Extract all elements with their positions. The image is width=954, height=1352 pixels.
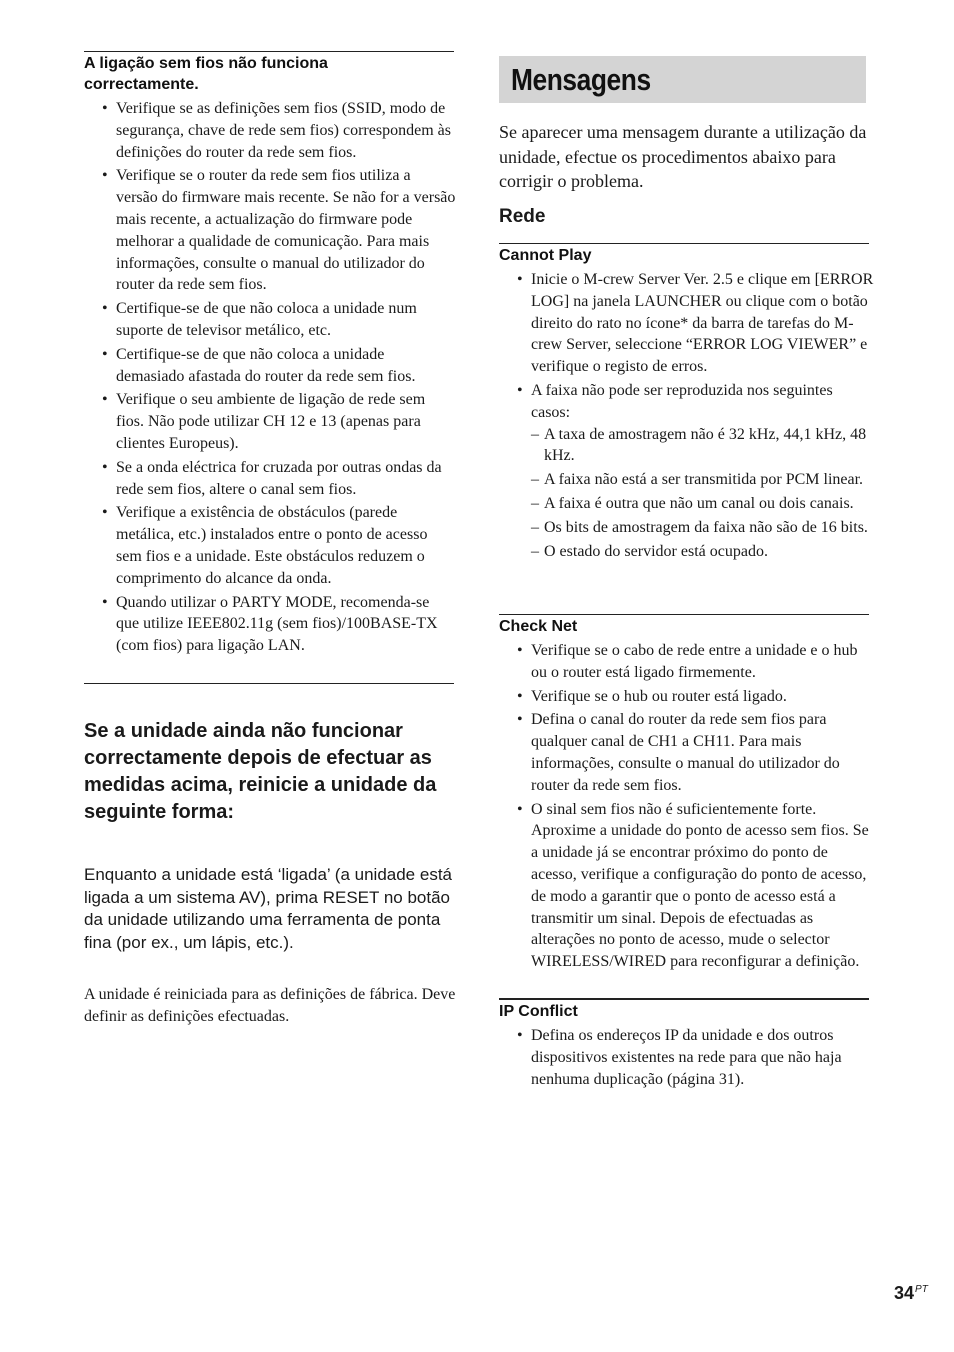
list-item xyxy=(499,380,875,562)
section-title: Mensagens xyxy=(511,62,651,97)
list-item: • Quando utilizar o PARTY MODE, recomenda-se que utilize IEEE802.11g (sem fios)/100BASE-TX (com fios) para ligação LAN. xyxy=(84,592,456,657)
subsection-title: Rede xyxy=(499,206,546,227)
list-item: • O sinal sem fios não é suficientemente forte. Aproxime a unidade do ponto de acesso sem fios. Se a unidade já se encontrar próximo do ponto de acesso, verifique a configuração do ponto de acesso, de modo a garantir que o ponto de acesso está a transmitir um sinal. Depois de efectuadas as alterações no ponto de acesso, mude o selector WIRELESS/WIRED para reconfigurar a definição. xyxy=(499,799,871,973)
cases-list xyxy=(531,424,875,563)
cannot-play-list xyxy=(499,269,875,564)
top-rule xyxy=(84,51,454,52)
wireless-list xyxy=(84,98,456,659)
sub-list-item: – Os bits de amostragem da faixa não são de 16 bits. xyxy=(531,517,875,539)
ip-conflict-heading: IP Conflict xyxy=(499,1003,578,1020)
list-item: • Verifique se o router da rede sem fios utiliza a versão do firmware mais recente. Se não for a versão mais recente, a actualização do firmware pode melhorar a qualidade de comunicação. Para mais informações, consulte o manual do utilizador do router da rede sem fios. xyxy=(84,165,456,296)
list-item: • Verifique se o hub ou router está ligado. xyxy=(499,686,871,708)
check-net-rule xyxy=(499,614,869,615)
page-number xyxy=(894,1283,928,1304)
sub-list-item: – A taxa de amostragem não é 32 kHz, 44,1 kHz, 48 kHz. xyxy=(531,424,875,468)
list-item: • Verifique a existência de obstáculos (parede metálica, etc.) instalados entre o ponto de acesso sem fios e a unidade. Este obstáculos reduzem o comprimento do alcance da onda. xyxy=(84,502,456,589)
ip-conflict-list xyxy=(499,1025,871,1092)
reset-heading: Se a unidade ainda não funcionar correctamente depois de efectuar as medidas acima, reinicie a unidade da seguinte forma: xyxy=(84,720,437,823)
section-divider xyxy=(84,683,454,684)
ip-conflict-rule xyxy=(499,998,869,1000)
reset-result: A unidade é reiniciada para as definições de fábrica. Deve definir as definições efectuadas. xyxy=(84,986,456,1025)
check-net-heading: Check Net xyxy=(499,618,578,635)
list-item: • Verifique se o cabo de rede entre a unidade e o hub ou o router está ligado firmemente. xyxy=(499,640,871,684)
sub-list-item: – A faixa não está a ser transmitida por PCM linear. xyxy=(531,469,875,491)
page-number-value: 34 xyxy=(894,1283,915,1303)
cannot-play-rule xyxy=(499,243,869,244)
sub-list-item: – O estado do servidor está ocupado. xyxy=(531,541,875,563)
list-item: • Se a onda eléctrica for cruzada por outras ondas da rede sem fios, altere o canal sem fios. xyxy=(84,457,456,501)
cannot-play-heading: Cannot Play xyxy=(499,247,592,264)
list-item: • Defina os endereços IP da unidade e dos outros dispositivos existentes na rede para que não haja nenhuma duplicação (página 31). xyxy=(499,1025,871,1090)
reset-instruction: Enquanto a unidade está ‘ligada’ (a unidade está ligada a um sistema AV), prima RESET no botão da unidade utilizando uma ferramenta de ponta fina (por ex., um lápis, etc.). xyxy=(84,865,452,952)
section-title-banner xyxy=(499,56,866,103)
sub-list-item: – A faixa é outra que não um canal ou dois canais. xyxy=(531,493,875,515)
list-item: • Verifique o seu ambiente de ligação de rede sem fios. Não pode utilizar CH 12 e 13 (apenas para clientes Europeus). xyxy=(84,389,456,454)
list-item: • Certifique-se de que não coloca a unidade num suporte de televisor metálico, etc. xyxy=(84,298,456,342)
list-item: • Inicie o M-crew Server Ver. 2.5 e clique em [ERROR LOG] na janela LAUNCHER ou clique com o botão direito do rato no ícone* da barra de tarefas do M-crew Server, seleccione “ERROR LOG VIEWER” e verifique o registo de erros. xyxy=(499,269,875,378)
list-item-text: A faixa não pode ser reproduzida nos seguintes casos: xyxy=(531,381,833,421)
list-item: • Certifique-se de que não coloca a unidade demasiado afastada do router da rede sem fios. xyxy=(84,344,456,388)
check-net-list xyxy=(499,640,871,975)
page-language-suffix: PT xyxy=(915,1284,928,1295)
list-item: • Verifique se as definições sem fios (SSID, modo de segurança, chave de rede sem fios) correspondem às definições do router da rede sem fios. xyxy=(84,98,456,163)
list-item: • Defina o canal do router da rede sem fios para qualquer canal de CH1 a CH11. Para mais informações, consulte o manual do utilizador do router da rede sem fios. xyxy=(499,709,871,796)
wireless-heading: A ligação sem fios não funciona correctamente. xyxy=(84,55,328,93)
intro-paragraph: Se aparecer uma mensagem durante a utilização da unidade, efectue os procedimentos abaixo para corrigir o problema. xyxy=(499,122,867,191)
